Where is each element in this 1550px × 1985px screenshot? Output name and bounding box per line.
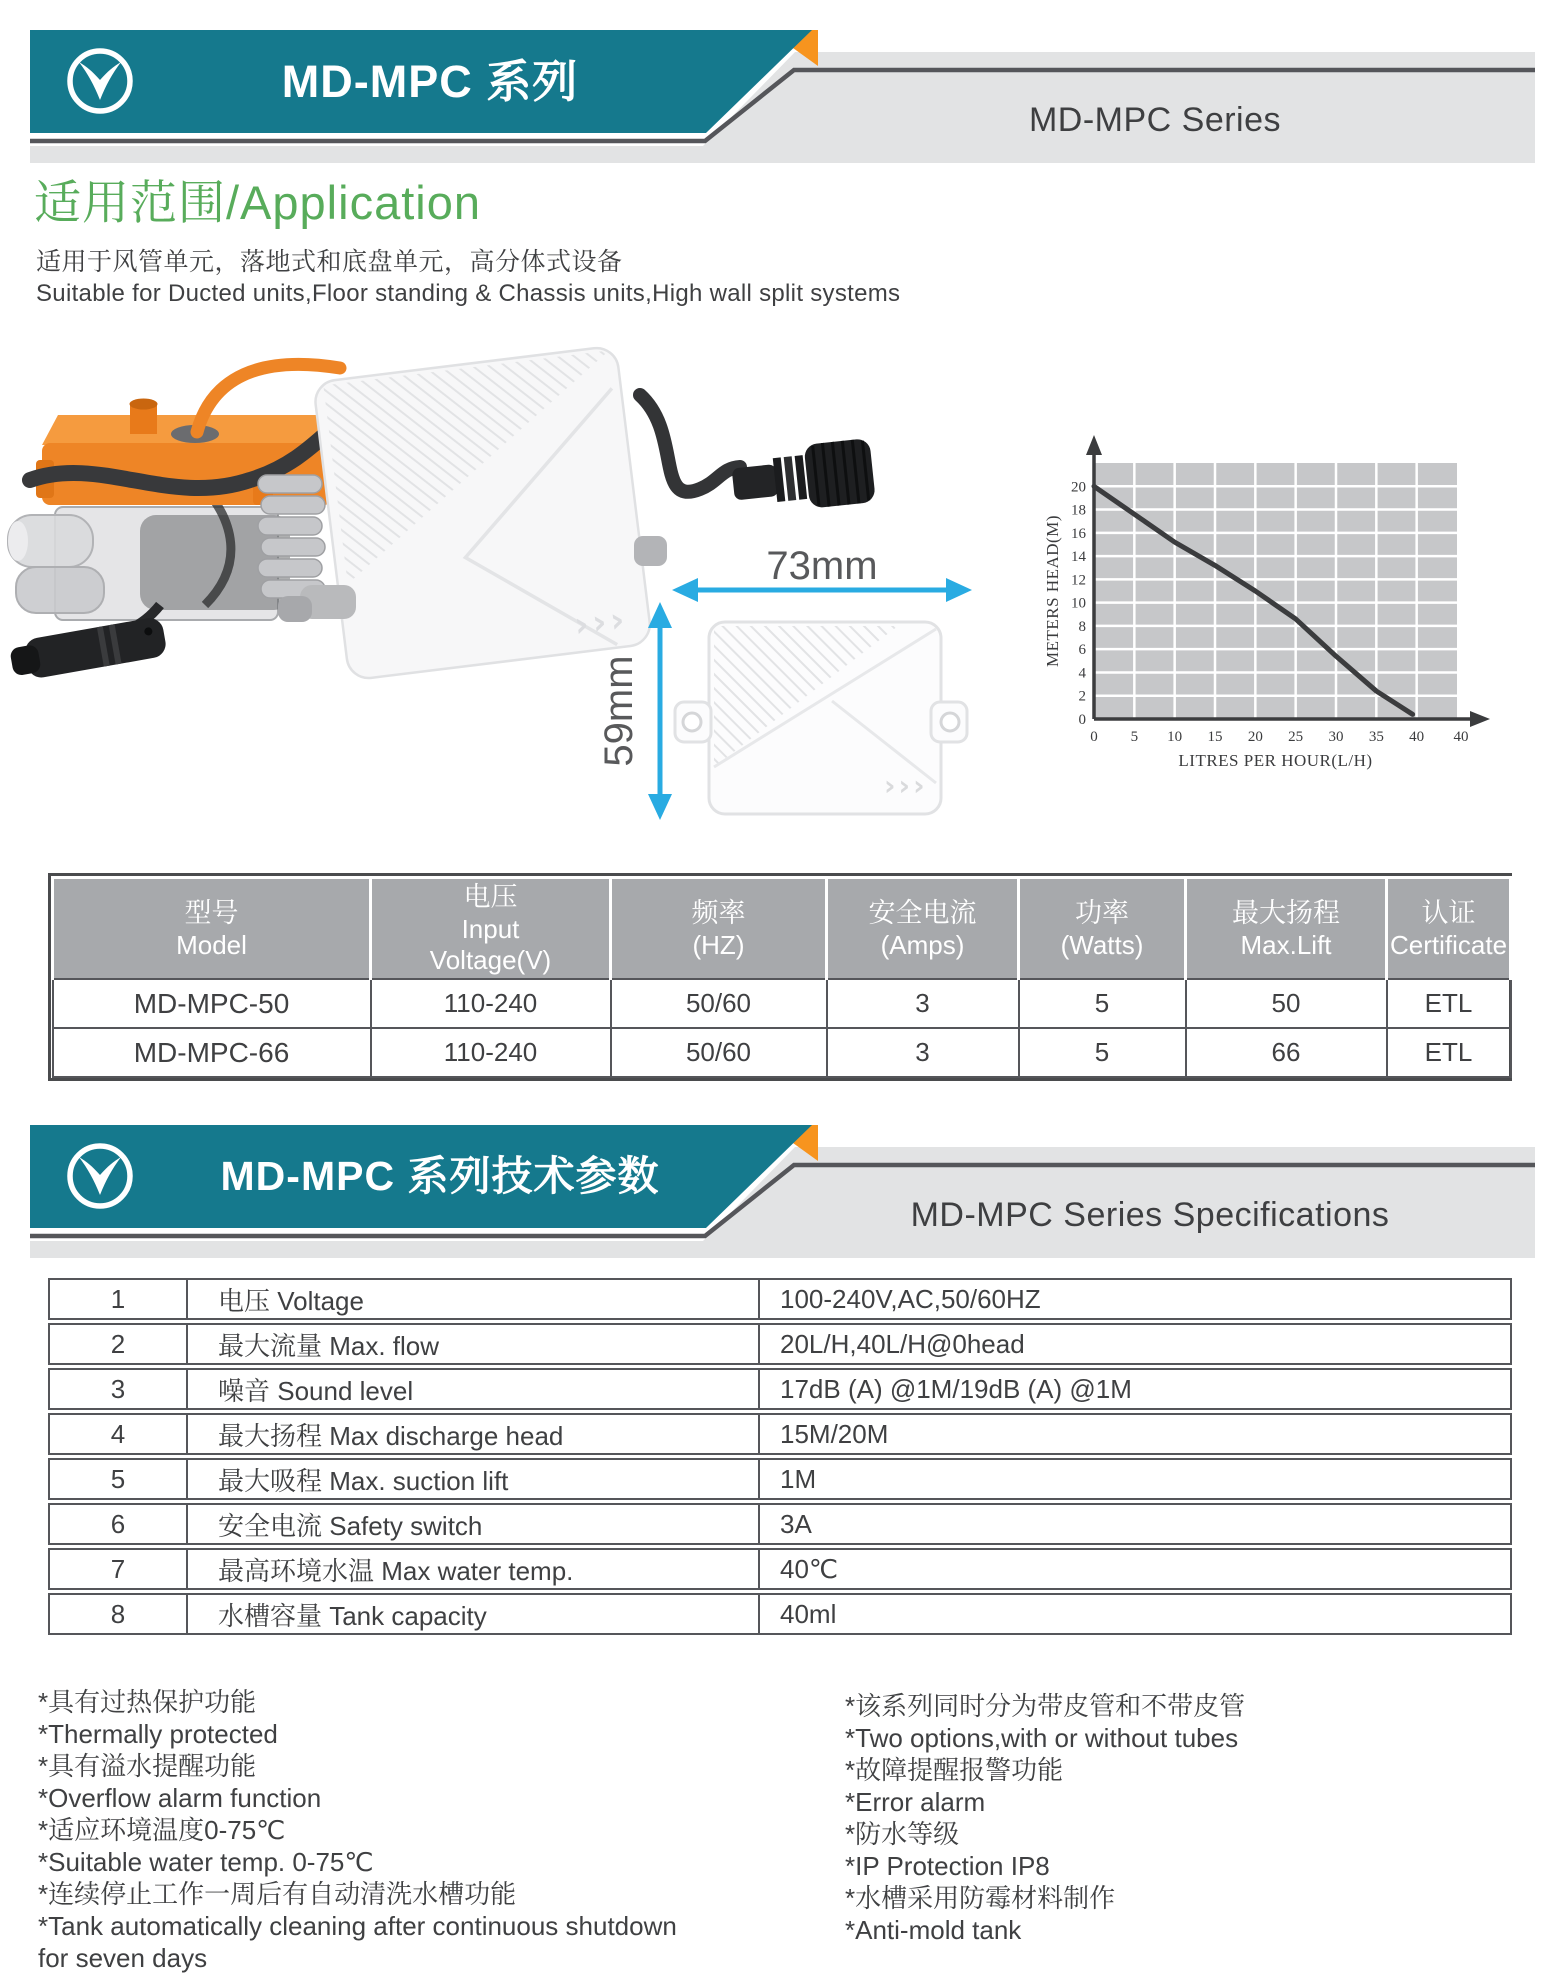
section-banner-series bbox=[0, 0, 1550, 175]
cell-frequency: 50/60 bbox=[611, 979, 827, 1028]
spec-value: 15M/20M bbox=[780, 1418, 889, 1449]
sensor-connector bbox=[8, 616, 168, 682]
svg-text:16: 16 bbox=[1071, 525, 1086, 542]
cell-certificate: ETL bbox=[1387, 979, 1511, 1028]
header-cell-frequency: 频率 (HZ) bbox=[611, 878, 827, 980]
feature-note: *防水等级 bbox=[845, 1819, 960, 1849]
chart-plot-area bbox=[1094, 463, 1457, 719]
width-dimension-label: 73mm bbox=[766, 544, 878, 588]
width-arrowhead-right bbox=[946, 578, 972, 602]
pump-inlet-opening bbox=[8, 521, 28, 561]
svg-text:2: 2 bbox=[1078, 688, 1086, 705]
feature-notes-right bbox=[845, 1690, 1515, 1946]
header-cell-maxlift: 最大扬程 Max.Lift bbox=[1186, 878, 1387, 980]
spec-label: 电压 Voltage bbox=[188, 1280, 760, 1318]
svg-text:30: 30 bbox=[1328, 729, 1344, 745]
svg-text:20: 20 bbox=[1071, 479, 1086, 496]
feature-note: *Tank automatically cleaning after continuous shutdown for seven days bbox=[38, 1911, 677, 1973]
svg-text:4: 4 bbox=[1078, 665, 1086, 682]
feature-note: *Suitable water temp. 0-75℃ bbox=[38, 1847, 374, 1877]
spec-row bbox=[48, 1278, 1512, 1320]
spec-number: 3 bbox=[50, 1370, 188, 1408]
power-cable bbox=[640, 395, 740, 492]
application-heading: 适用范围/Application bbox=[34, 176, 481, 229]
application-desc-zh: 适用于风管单元，落地式和底盘单元，高分体式设备 bbox=[36, 248, 623, 276]
x-axis-label: LITRES PER HOUR(L/H) bbox=[1178, 751, 1373, 770]
spec-value: 17dB (A) @1M/19dB (A) @1M bbox=[780, 1373, 1132, 1404]
spec-row bbox=[48, 1368, 1512, 1410]
svg-text:12: 12 bbox=[1071, 572, 1086, 589]
feature-note: *Overflow alarm function bbox=[38, 1783, 322, 1813]
spec-row bbox=[48, 1413, 1512, 1455]
spec-number: 6 bbox=[50, 1505, 188, 1543]
spec-value: 20L/H,40L/H@0head bbox=[780, 1328, 1025, 1359]
cell-model: MD-MPC-50 bbox=[53, 979, 371, 1028]
cell-watts: 5 bbox=[1019, 979, 1186, 1028]
spec-value: 40℃ bbox=[780, 1553, 839, 1584]
spec-label: 噪音 Sound level bbox=[188, 1370, 760, 1408]
feature-note: *水槽采用防霉材料制作 bbox=[845, 1883, 1116, 1913]
control-box bbox=[313, 346, 652, 681]
svg-text:8: 8 bbox=[1078, 618, 1086, 635]
banner-title-zh: MD-MPC 系列 bbox=[281, 56, 579, 107]
banner-subtitle-en: MD-MPC Series bbox=[1028, 101, 1282, 139]
dimension-drawing bbox=[597, 544, 972, 820]
cell-certificate: ETL bbox=[1387, 1028, 1511, 1077]
table-row bbox=[53, 979, 1511, 1028]
svg-text:18: 18 bbox=[1071, 502, 1086, 519]
control-box-chevrons: ››› bbox=[572, 599, 631, 646]
svg-text:20: 20 bbox=[1247, 729, 1263, 745]
height-arrowhead-top bbox=[648, 602, 672, 628]
spec-row bbox=[48, 1548, 1512, 1590]
flow-head-performance-chart bbox=[1040, 425, 1550, 785]
spec-value: 40ml bbox=[780, 1598, 837, 1629]
model-spec-table bbox=[48, 873, 1512, 1081]
table-header-row bbox=[53, 878, 1511, 980]
height-arrowhead-bottom bbox=[648, 794, 672, 820]
cell-watts: 5 bbox=[1019, 1028, 1186, 1077]
width-arrowhead-left bbox=[672, 578, 698, 602]
feature-note: *适应环境温度0-75℃ bbox=[38, 1815, 286, 1845]
cell-maxlift: 50 bbox=[1186, 979, 1387, 1028]
feature-note: *Two options,with or without tubes bbox=[845, 1723, 1239, 1753]
svg-text:14: 14 bbox=[1071, 549, 1086, 566]
dim-box-chevrons: ››› bbox=[884, 769, 928, 802]
feature-note: *具有过热保护功能 bbox=[38, 1687, 257, 1717]
spec-number: 5 bbox=[50, 1460, 188, 1498]
feature-notes-left bbox=[38, 1686, 678, 1974]
spec-label: 最大流量 Max. flow bbox=[188, 1325, 760, 1363]
feature-note: *IP Protection IP8 bbox=[845, 1851, 1050, 1881]
y-axis-label: METERS HEAD(M) bbox=[1043, 515, 1062, 667]
cell-frequency: 50/60 bbox=[611, 1028, 827, 1077]
svg-text:15: 15 bbox=[1207, 729, 1223, 745]
spec-value: 1M bbox=[780, 1463, 817, 1494]
specifications-table bbox=[48, 1278, 1512, 1638]
table-row bbox=[53, 1028, 1511, 1077]
feature-note: *具有溢水提醒功能 bbox=[38, 1751, 257, 1781]
svg-text:0: 0 bbox=[1078, 712, 1086, 728]
cell-model: MD-MPC-66 bbox=[53, 1028, 371, 1077]
feature-note: *Error alarm bbox=[845, 1787, 986, 1817]
dim-box-ear-hole-right bbox=[941, 713, 959, 731]
svg-text:6: 6 bbox=[1078, 642, 1086, 659]
spec-row bbox=[48, 1503, 1512, 1545]
spec-number: 1 bbox=[50, 1280, 188, 1318]
spec-label: 安全电流 Safety switch bbox=[188, 1505, 760, 1543]
svg-text:0: 0 bbox=[1090, 729, 1098, 745]
spec-value: 100-240V,AC,50/60HZ bbox=[780, 1283, 1041, 1314]
feature-note: *该系列同时分为带皮管和不带皮管 bbox=[845, 1691, 1246, 1721]
section-banner-specifications bbox=[0, 1095, 1550, 1270]
spec-number: 2 bbox=[50, 1325, 188, 1363]
product-photo-illustration bbox=[0, 315, 1040, 845]
cell-amps: 3 bbox=[827, 1028, 1019, 1077]
pump-lower-barrel bbox=[16, 567, 104, 613]
header-cell-amps: 安全电流 (Amps) bbox=[827, 878, 1019, 980]
spec-row bbox=[48, 1458, 1512, 1500]
spec-number: 8 bbox=[50, 1595, 188, 1633]
svg-text:10: 10 bbox=[1167, 729, 1183, 745]
spec-number: 7 bbox=[50, 1550, 188, 1588]
spec-value: 3A bbox=[780, 1508, 812, 1539]
cell-maxlift: 66 bbox=[1186, 1028, 1387, 1077]
spec-label: 水槽容量 Tank capacity bbox=[188, 1595, 760, 1633]
svg-text:10: 10 bbox=[1071, 595, 1086, 612]
header-cell-voltage: 电压 Input Voltage(V) bbox=[371, 878, 611, 980]
svg-text:25: 25 bbox=[1288, 729, 1304, 745]
spec-label: 最大扬程 Max discharge head bbox=[188, 1415, 760, 1453]
feature-note: *Anti-mold tank bbox=[845, 1915, 1022, 1945]
banner-title-zh: MD-MPC 系列技术参数 bbox=[220, 1153, 660, 1199]
cell-amps: 3 bbox=[827, 979, 1019, 1028]
svg-text:5: 5 bbox=[1130, 729, 1139, 745]
spec-row bbox=[48, 1593, 1512, 1635]
cell-voltage: 110-240 bbox=[371, 1028, 611, 1077]
feature-note: *连续停止工作一周后有自动清洗水槽功能 bbox=[38, 1879, 517, 1909]
power-connector bbox=[730, 438, 876, 516]
dim-box-ear-hole-left bbox=[683, 713, 701, 731]
spec-row bbox=[48, 1323, 1512, 1365]
svg-text:40: 40 bbox=[1453, 729, 1469, 745]
feature-note: *故障提醒报警功能 bbox=[845, 1755, 1064, 1785]
box-outlet-tip bbox=[278, 596, 312, 622]
cell-voltage: 110-240 bbox=[371, 979, 611, 1028]
box-side-stub bbox=[634, 536, 667, 566]
header-cell-watts: 功率 (Watts) bbox=[1019, 878, 1186, 980]
svg-text:40: 40 bbox=[1409, 729, 1425, 745]
spec-label: 最大吸程 Max. suction lift bbox=[188, 1460, 760, 1498]
feature-note: *Thermally protected bbox=[38, 1719, 278, 1749]
application-desc-en: Suitable for Ducted units,Floor standing & Chassis units,High wall split systems bbox=[36, 280, 901, 307]
header-cell-certificate: 认证 Certificate bbox=[1387, 878, 1511, 980]
banner-subtitle-en: MD-MPC Series Specifications bbox=[910, 1196, 1390, 1234]
pump-vent-port-top bbox=[130, 399, 158, 410]
spec-label: 最高环境水温 Max water temp. bbox=[188, 1550, 760, 1588]
height-dimension-label: 59mm bbox=[597, 655, 641, 767]
svg-text:35: 35 bbox=[1368, 729, 1384, 745]
spec-number: 4 bbox=[50, 1415, 188, 1453]
header-cell-model: 型号 Model bbox=[53, 878, 371, 980]
